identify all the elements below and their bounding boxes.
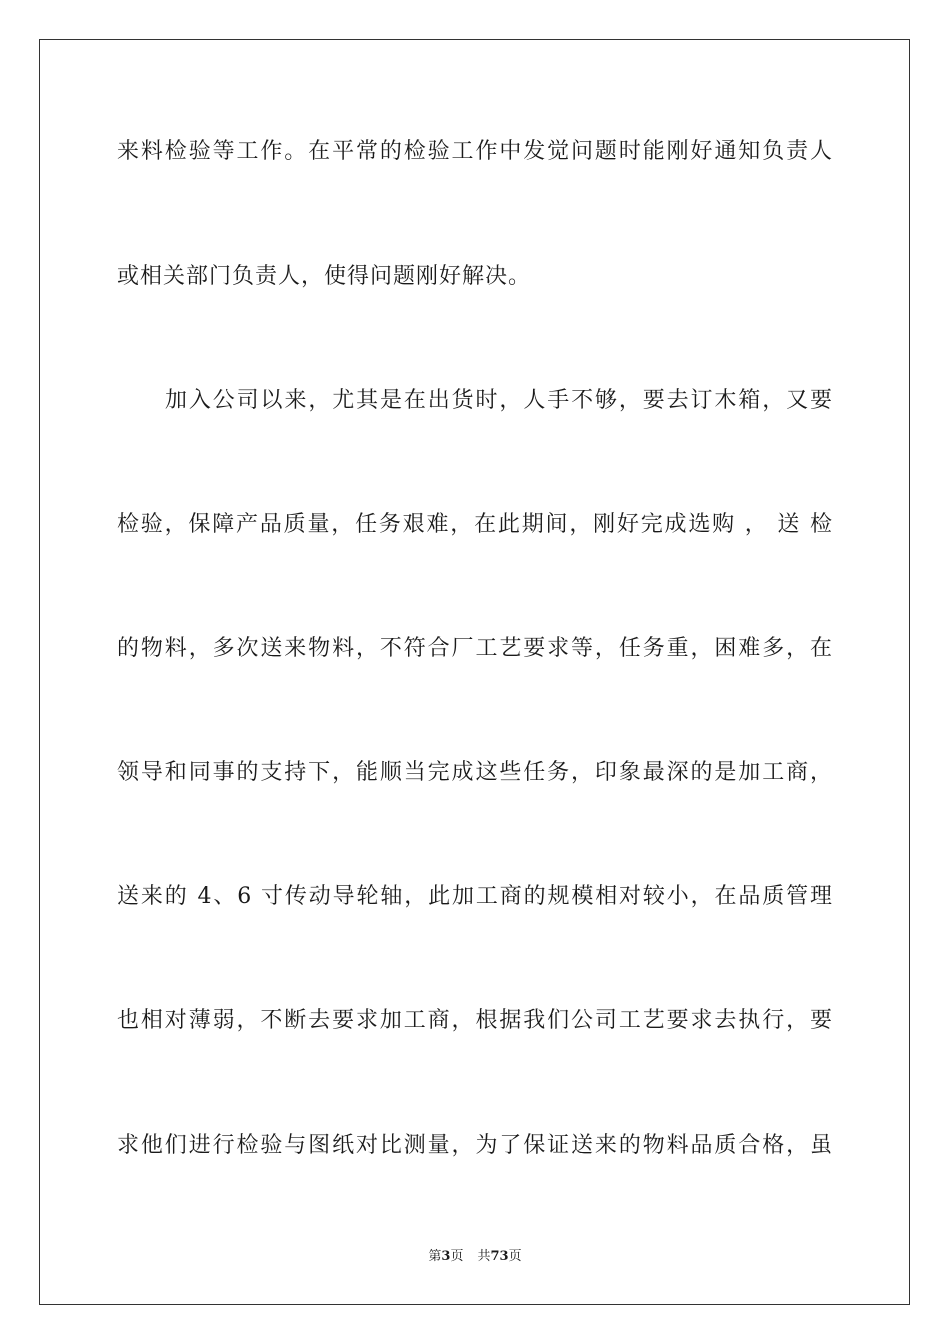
- text-line-5: 的物料，多次送来物料，不符合厂工艺要求等，任务重，困难多，在: [117, 636, 833, 661]
- page-border: [39, 39, 910, 1305]
- footer-page-suffix: 页: [450, 1249, 464, 1264]
- footer-total-suffix: 页: [508, 1249, 522, 1264]
- footer-page-number: 3: [441, 1249, 451, 1264]
- page-footer: [0, 1248, 950, 1266]
- text-line-1: 来料检验等工作。在平常的检验工作中发觉问题时能刚好通知负责人: [117, 139, 833, 164]
- text-line-3: 加入公司以来，尤其是在出货时，人手不够，要去订木箱，又要: [165, 388, 833, 413]
- text-line-8: 也相对薄弱，不断去要求加工商，根据我们公司工艺要求去执行，要: [117, 1008, 833, 1033]
- text-line-2: 或相关部门负责人，使得问题刚好解决。: [117, 264, 532, 289]
- footer-page-prefix: 第: [428, 1249, 442, 1264]
- footer-total-prefix: 共: [477, 1249, 491, 1264]
- footer-total-pages: 73: [490, 1249, 509, 1264]
- text-line-9: 求他们进行检验与图纸对比测量，为了保证送来的物料品质合格，虽: [117, 1133, 833, 1158]
- text-line-7: 送来的 4、6 寸传动导轮轴，此加工商的规模相对较小，在品质管理: [117, 884, 833, 909]
- text-line-6: 领导和同事的支持下，能顺当完成这些任务，印象最深的是加工商，: [117, 760, 833, 785]
- text-line-4: 检验，保障产品质量，任务艰难，在此期间，刚好完成选购 ， 送 检: [117, 512, 833, 537]
